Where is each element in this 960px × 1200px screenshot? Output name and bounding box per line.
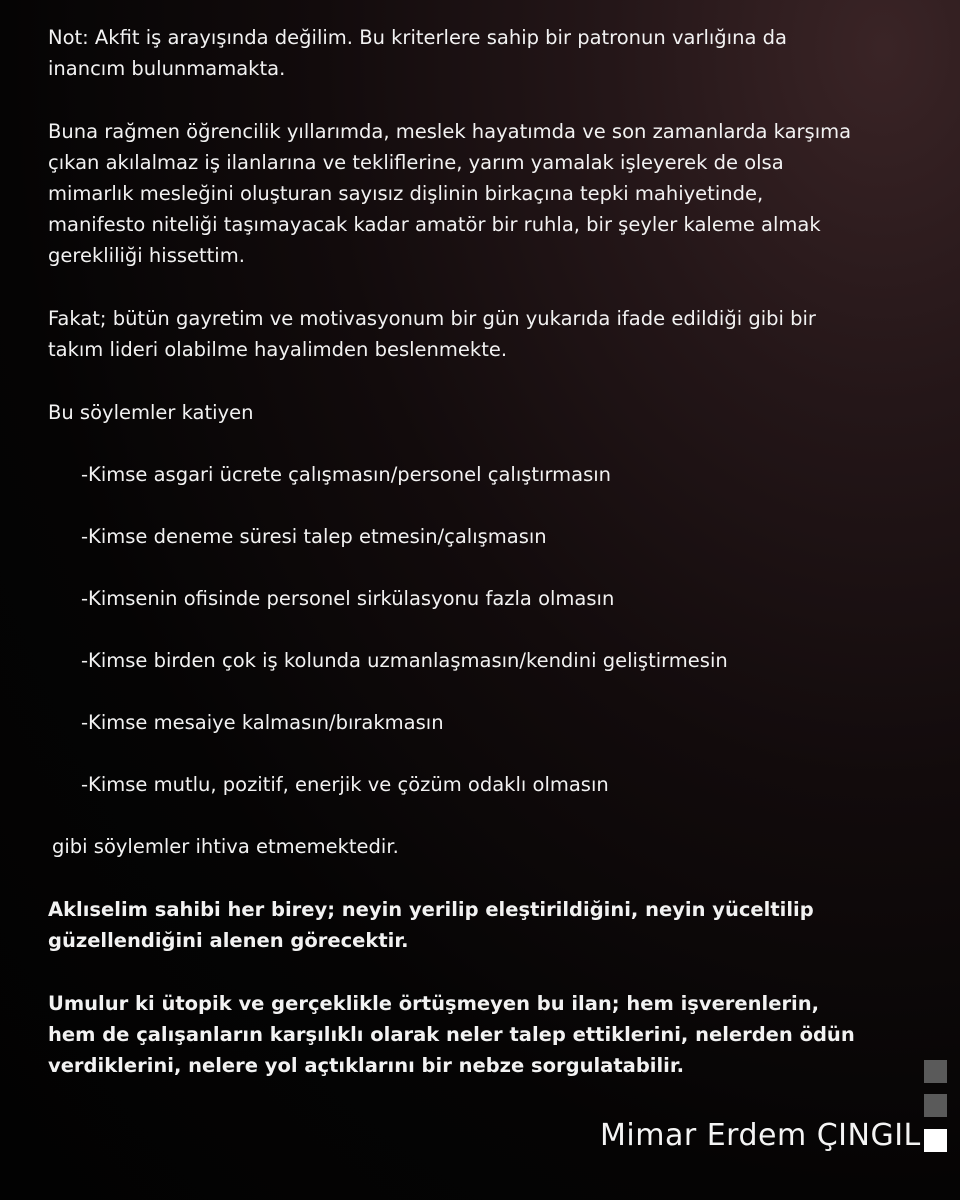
list-item: -Kimse mesaiye kalmasın/bırakmasın [81, 711, 444, 734]
intro-line: gerekliliği hissettim. [48, 244, 245, 267]
list-item: -Kimsenin ofisinde personel sirkülasyonu fazla olmasın [81, 587, 615, 610]
motivation-line: takım lideri olabilme hayalimden beslenmekte. [48, 338, 508, 361]
bold-line: Umulur ki ütopik ve gerçeklikle örtüşmeyen bu ilan; hem işverenlerin, [48, 992, 820, 1015]
note-paragraph [48, 22, 928, 84]
intro-line: mimarlık mesleğini oluşturan sayısız dişlinin birkaçına tepki mahiyetinde, [48, 182, 764, 205]
intro-line: çıkan akılalmaz iş ilanlarına ve tekliflerine, yarım yamalak işleyerek de olsa [48, 151, 784, 174]
bold-line: verdiklerini, nelere yol açtıklarını bir nebze sorgulatabilir. [48, 1054, 685, 1077]
signature: Mimar Erdem ÇINGIL [600, 1118, 921, 1153]
document-body [48, 22, 928, 1081]
list-item: -Kimse asgari ücrete çalışmasın/personel çalıştırmasın [81, 463, 612, 486]
bold-paragraph-2 [48, 988, 928, 1081]
list-item: -Kimse deneme süresi talep etmesin/çalışmasın [81, 525, 547, 548]
list-item: -Kimse mutlu, pozitif, enerjik ve çözüm odaklı olmasın [81, 773, 609, 796]
bold-line: hem de çalışanların karşılıklı olarak neler talep ettiklerini, nelerden ödün [48, 1023, 855, 1046]
intro-paragraph [48, 116, 928, 271]
decor-square-white [924, 1129, 947, 1152]
list-intro: Bu söylemler katiyen [48, 401, 254, 424]
bold-line: güzellendiğini alenen görecektir. [48, 929, 409, 952]
intro-line: Buna rağmen öğrencilik yıllarımda, meslek hayatımda ve son zamanlarda karşıma [48, 120, 852, 143]
decor-square-gray-middle [924, 1094, 947, 1117]
list-closing: gibi söylemler ihtiva etmemektedir. [52, 835, 399, 858]
list-item: -Kimse birden çok iş kolunda uzmanlaşmasın/kendini geliştirmesin [81, 649, 728, 672]
bold-line: Aklıselim sahibi her birey; neyin yerilip eleştirildiğini, neyin yüceltilip [48, 898, 814, 921]
decor-square-gray-top [924, 1060, 947, 1083]
motivation-paragraph [48, 303, 928, 365]
note-line: inancım bulunmamakta. [48, 57, 286, 80]
motivation-line: Fakat; bütün gayretim ve motivasyonum bir gün yukarıda ifade edildiği gibi bir [48, 307, 816, 330]
intro-line: manifesto niteliği taşımayacak kadar amatör bir ruhla, bir şeyler kaleme almak [48, 213, 821, 236]
bold-paragraph-1 [48, 894, 928, 956]
note-line: Not: Akfit iş arayışında değilim. Bu kriterlere sahip bir patronun varlığına da [48, 26, 787, 49]
